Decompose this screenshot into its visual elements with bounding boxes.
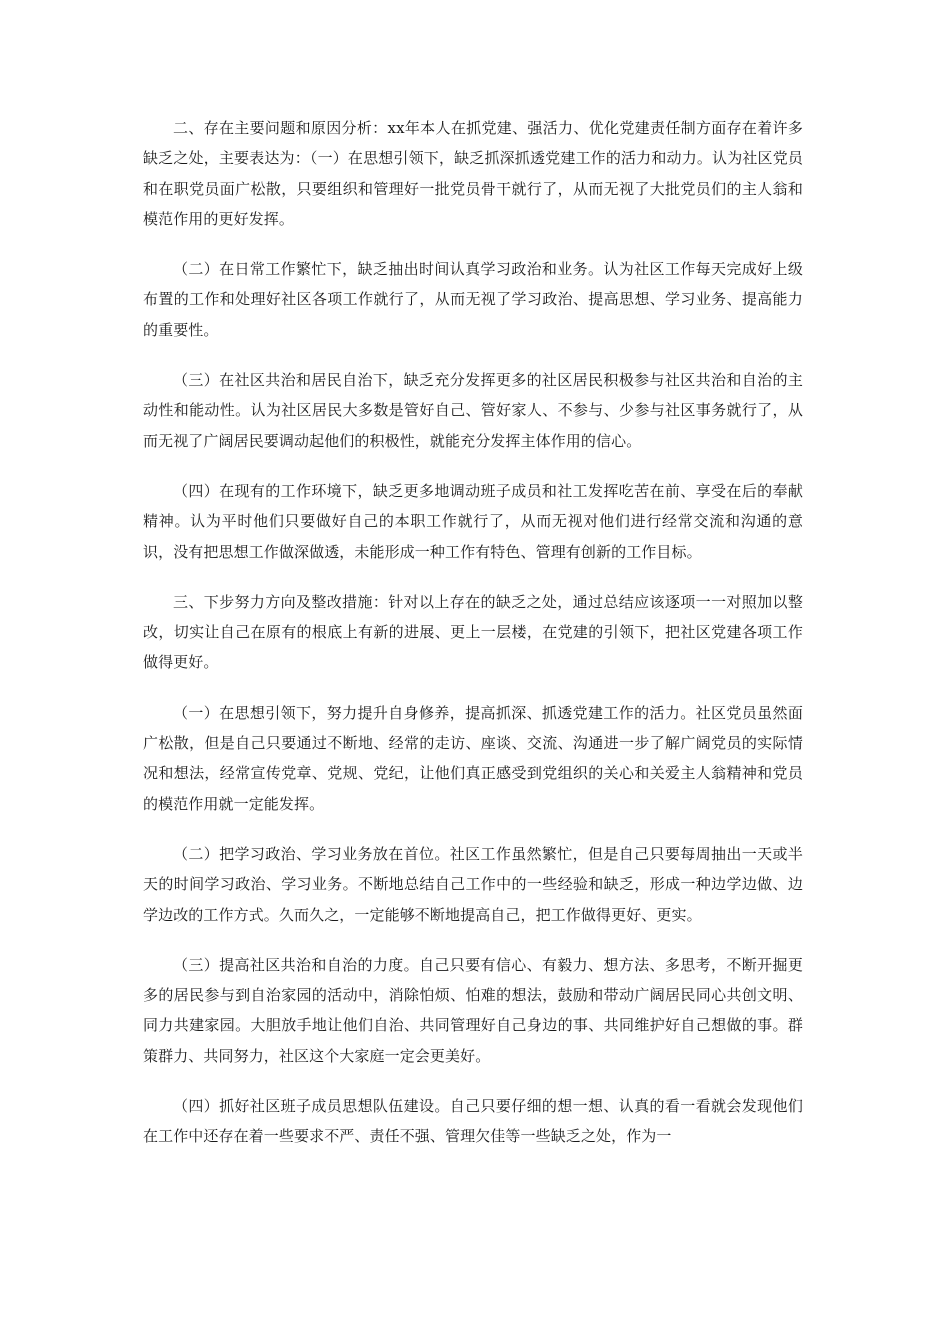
- paragraph-problem-3: （三）在社区共治和居民自治下，缺乏充分发挥更多的社区居民积极参与社区共治和自治的主动性和能动性。认为社区居民大多数是管好自己、管好家人、不参与、少参与社区事务就行了，从而无视了广阔居民要调动起他们的积极性，就能充分发挥主体作用的信心。: [143, 371, 803, 450]
- paragraph-rectification-intro: 三、下步努力方向及整改措施：针对以上存在的缺乏之处，通过总结应该逐项一一对照加以整改，切实让自己在原有的根底上有新的进展、更上一层楼，在党建的引领下，把社区党建各项工作做得更好。: [143, 592, 803, 672]
- paragraph-problem-2: （二）在日常工作繁忙下，缺乏抽出时间认真学习政治和业务。认为社区工作每天完成好上级布置的工作和处理好社区各项工作就行了，从而无视了学习政治、提高思想、学习业务、提高能力的重要性。: [143, 260, 803, 339]
- paragraph-measure-4: （四）抓好社区班子成员思想队伍建设。自己只要仔细的想一想、认真的看一看就会发现他们在工作中还存在着一些要求不严、责任不强、管理欠佳等一些缺乏之处，作为一: [143, 1097, 803, 1146]
- paragraph-measure-1: （一）在思想引领下，努力提升自身修养，提高抓深、抓透党建工作的活力。社区党员虽然面广松散，但是自己只要通过不断地、经常的走访、座谈、交流、沟通进一步了解广阔党员的实际情况和想法，经常宣传党章、党规、党纪，让他们真正感受到党组织的关心和关爱主人翁精神和党员的模范作用就一定能发挥。: [143, 703, 803, 813]
- paragraph-measure-2: （二）把学习政治、学习业务放在首位。社区工作虽然繁忙，但是自己只要每周抽出一天或半天的时间学习政治、学习业务。不断地总结自己工作中的一些经验和缺乏，形成一种边学边做、边学边改的工作方式。久而久之，一定能够不断地提高自己，把工作做得更好、更实。: [143, 844, 803, 924]
- paragraph-measure-3: （三）提高社区共治和自治的力度。自己只要有信心、有毅力、想方法、多思考，不断开掘更多的居民参与到自治家园的活动中，消除怕烦、怕难的想法，鼓励和带动广阔居民同心共创文明、同力共建家园。大胆放手地让他们自治、共同管理好自己身边的事、共同维护好自己想做的事。群策群力、共同努力，社区这个大家庭一定会更美好。: [143, 955, 803, 1065]
- paragraph-problems-analysis: 二、存在主要问题和原因分析：xx年本人在抓党建、强活力、优化党建责任制方面存在着许多缺乏之处，主要表达为：（一）在思想引领下，缺乏抓深抓透党建工作的活力和动力。认为社区党员和在职党员面广松散，只要组织和管理好一批党员骨干就行了，从而无视了大批党员们的主人翁和模范作用的更好发挥。: [143, 119, 803, 228]
- document-body: [143, 113, 803, 1172]
- paragraph-problem-4: （四）在现有的工作环境下，缺乏更多地调动班子成员和社工发挥吃苦在前、享受在后的奉献精神。认为平时他们只要做好自己的本职工作就行了，从而无视对他们进行经常交流和沟通的意识，没有把思想工作做深做透，未能形成一种工作有特色、管理有创新的工作目标。: [143, 481, 803, 561]
